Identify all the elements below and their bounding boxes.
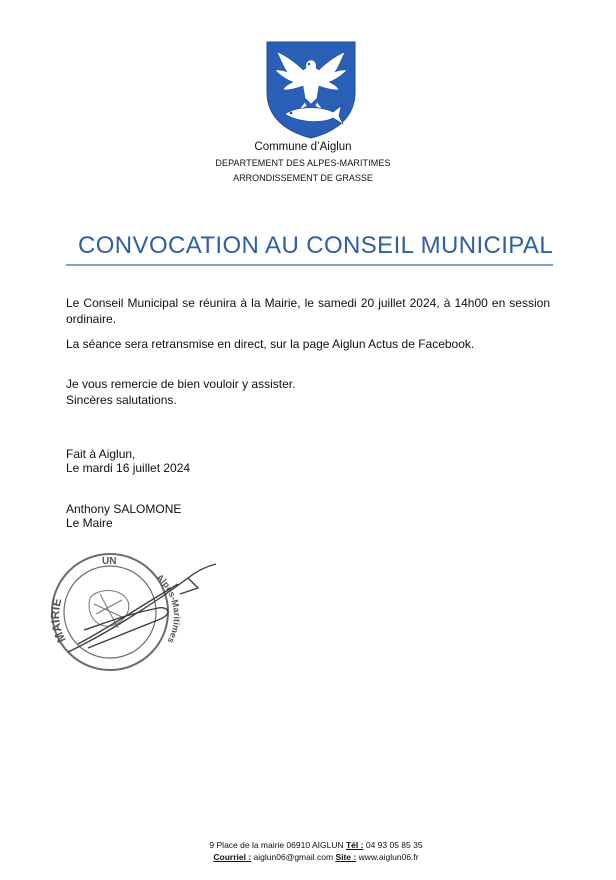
page-title: CONVOCATION AU CONSEIL MUNICIPAL [78,232,554,259]
footer-tel: 04 93 05 85 35 [365,840,423,850]
svg-text:MAIRIE: MAIRIE [48,596,69,645]
mairie-stamp-icon [38,548,220,676]
footer-address: 9 Place de la mairie 06910 AIGLUN [209,840,344,850]
footer-email-label: Courriel : [213,852,252,862]
coat-of-arms-icon [263,40,359,140]
salutation-line: Sincères salutations. [66,393,177,407]
footer-contact-line [8,852,616,862]
svg-text:Alpes-Maritimes: Alpes-Maritimes [154,572,182,645]
meeting-paragraph: Le Conseil Municipal se réunira à la Mairie, le samedi 20 juillet 2024, à 14h00 en session ordinaire. [66,296,550,326]
footer-tel-label: Tél : [345,840,364,850]
arrondissement-name: ARRONDISSEMENT DE GRASSE [233,173,373,183]
footer-email[interactable]: aiglun06@gmail.com [253,852,334,862]
thanks-line: Je vous remercie de bien vouloir y assister. [66,377,296,391]
footer-site-label: Site : [335,852,357,862]
svg-text:UN: UN [102,556,117,567]
signatory-name: Anthony SALOMONE [66,502,182,516]
title-underline [66,264,553,266]
footer-address-line [8,840,616,850]
date-line: Le mardi 16 juillet 2024 [66,461,191,475]
footer-site[interactable]: www.aiglun06.fr [358,852,419,862]
commune-name: Commune d’Aiglun [254,141,352,153]
department-name: DEPARTEMENT DES ALPES-MARITIMES [215,158,391,168]
place-line: Fait à Aiglun, [66,447,136,461]
broadcast-paragraph: La séance sera retransmise en direct, sur la page Aiglun Actus de Facebook. [66,337,475,351]
signatory-role: Le Maire [66,516,113,530]
